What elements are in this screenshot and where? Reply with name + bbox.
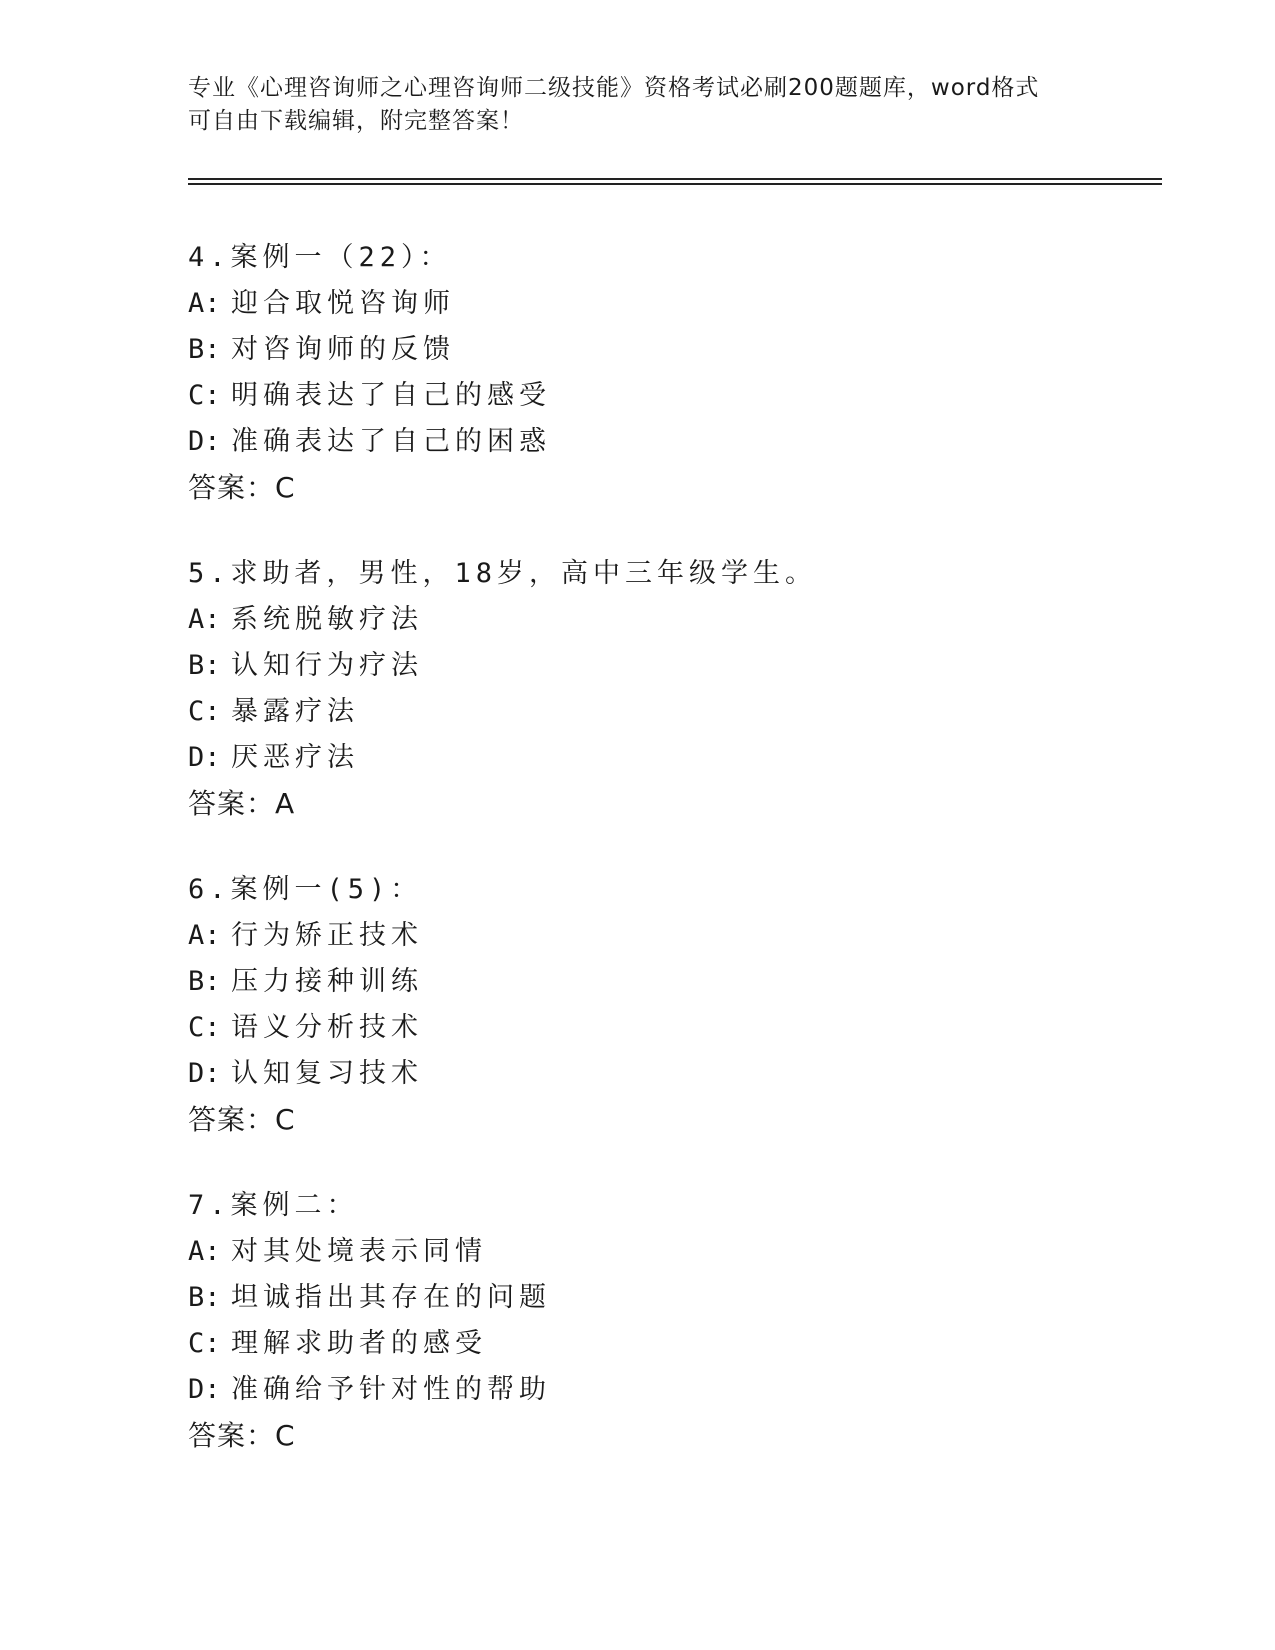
option-key: B: (188, 1282, 221, 1313)
option-text: 厌恶疗法 (231, 742, 359, 773)
option-b (188, 643, 1088, 689)
option-text: 理解求助者的感受 (231, 1328, 487, 1359)
option-text: 准确给予针对性的帮助 (231, 1374, 551, 1405)
option-text: 压力接种训练 (231, 966, 423, 997)
option-a (188, 281, 1088, 327)
option-text: 对咨询师的反馈 (231, 334, 455, 365)
option-key: C: (188, 1012, 221, 1043)
option-text: 认知复习技术 (231, 1058, 423, 1089)
option-text: 坦诚指出其存在的问题 (231, 1282, 551, 1313)
option-key: D: (188, 1374, 221, 1405)
option-key: C: (188, 1328, 221, 1359)
option-key: A: (188, 288, 221, 319)
option-c (188, 689, 1088, 735)
option-c (188, 1005, 1088, 1051)
option-b (188, 959, 1088, 1005)
question-stem: 5.求助者，男性，18岁，高中三年级学生。 (188, 558, 818, 589)
option-d (188, 1051, 1088, 1097)
question-5 (188, 551, 1088, 827)
option-key: A: (188, 920, 221, 951)
option-b (188, 1275, 1088, 1321)
question-7 (188, 1183, 1088, 1459)
question-4 (188, 235, 1088, 511)
option-key: B: (188, 966, 221, 997)
answer-line: 答案：C (188, 1419, 296, 1452)
option-text: 暴露疗法 (231, 696, 359, 727)
question-stem: 4.案例一（22）： (188, 242, 452, 273)
question-list (188, 235, 1088, 1499)
question-stem: 6.案例一(5)： (188, 874, 423, 905)
header-divider-bottom (188, 183, 1162, 185)
option-text: 准确表达了自己的困惑 (231, 426, 551, 457)
option-a (188, 1229, 1088, 1275)
option-key: B: (188, 334, 221, 365)
option-key: C: (188, 380, 221, 411)
answer-line: 答案：A (188, 787, 296, 820)
option-text: 对其处境表示同情 (231, 1236, 487, 1267)
option-key: A: (188, 1236, 221, 1267)
option-text: 系统脱敏疗法 (231, 604, 423, 635)
option-text: 明确表达了自己的感受 (231, 380, 551, 411)
option-key: D: (188, 742, 221, 773)
answer-line: 答案：C (188, 1103, 296, 1136)
option-text: 迎合取悦咨询师 (231, 288, 455, 319)
option-a (188, 913, 1088, 959)
answer-line: 答案：C (188, 471, 296, 504)
option-d (188, 1367, 1088, 1413)
header-divider-top (188, 178, 1162, 180)
option-text: 认知行为疗法 (231, 650, 423, 681)
header-line-1: 专业《心理咨询师之心理咨询师二级技能》资格考试必刷200题题库，word格式 (188, 75, 1040, 101)
document-header (188, 72, 1088, 138)
option-text: 行为矫正技术 (231, 920, 423, 951)
option-key: C: (188, 696, 221, 727)
question-6 (188, 867, 1088, 1143)
option-c (188, 1321, 1088, 1367)
option-key: D: (188, 1058, 221, 1089)
question-stem: 7.案例二： (188, 1190, 359, 1221)
option-key: A: (188, 604, 221, 635)
option-key: B: (188, 650, 221, 681)
option-c (188, 373, 1088, 419)
option-b (188, 327, 1088, 373)
option-key: D: (188, 426, 221, 457)
option-a (188, 597, 1088, 643)
header-line-2: 可自由下载编辑，附完整答案！ (188, 108, 524, 134)
option-d (188, 419, 1088, 465)
option-text: 语义分析技术 (231, 1012, 423, 1043)
option-d (188, 735, 1088, 781)
